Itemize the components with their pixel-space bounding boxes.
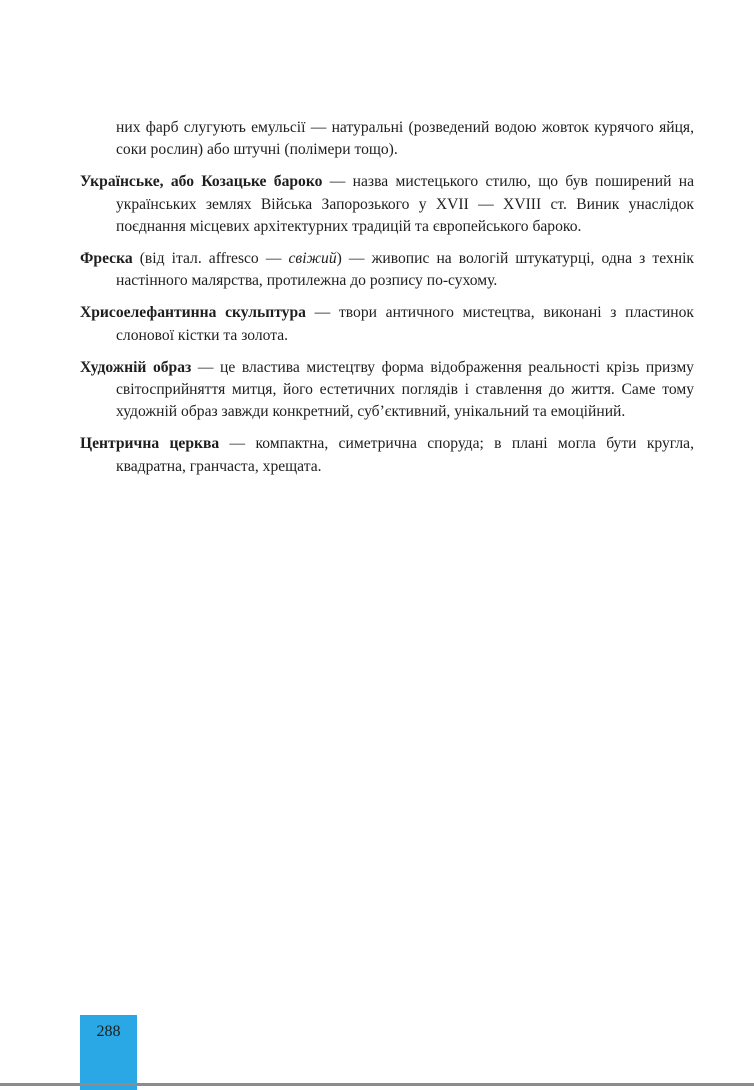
entry-term: Фреска <box>80 250 133 268</box>
glossary-entry-ukrainian-baroque <box>80 171 694 238</box>
page-number-tab <box>80 1015 137 1090</box>
entry-text: — компактна, симетрична споруда; в плані могла бути кругла, квадратна, гранчаста, хрещата. <box>116 435 694 475</box>
entry-text: — назва мистецького стилю, що був поширений на українських землях Війська Запорозького у XVII — XVIII ст. Виник унаслідок поєднання місцевих архітектурних традицій та європейського бароко. <box>116 173 694 235</box>
entry-term: Хрисоелефантинна скульптура <box>80 304 306 322</box>
glossary-entry-artistic-image <box>80 357 694 424</box>
glossary-content <box>80 117 694 488</box>
entry-text: — твори античного мистецтва, виконані з пластинок слонової кістки та золота. <box>116 304 695 344</box>
glossary-entry-fresco <box>80 248 694 292</box>
entry-term: Українське, або Козацьке бароко <box>80 173 323 191</box>
entry-italic-word: свіжий <box>288 250 337 268</box>
glossary-entry-chryselephantine <box>80 302 694 346</box>
entry-text: — це властива мистецтву форма відображення реальності крізь призму світосприйняття митця, його естетичних поглядів і ставлення до життя. Саме тому художній образ завжди конкретний, суб’єктивний, унікальний та емоційний. <box>116 358 694 421</box>
entry-term: Художній образ <box>80 358 192 376</box>
glossary-entry-continuation <box>80 117 694 161</box>
footer-divider <box>0 1083 754 1086</box>
page-number: 288 <box>96 1023 121 1040</box>
entry-text: ) — живопис на вологій штукатурці, одна з технік настінного малярства, протилежна до розпису по-сухому. <box>116 250 694 290</box>
entry-term: Центрична церква <box>80 435 220 453</box>
entry-text-prefix: (від італ. affresco — <box>132 250 289 268</box>
entry-text: них фарб слугують емульсії — натуральні (розведений водою жовток курячого яйця, соки рослин) або штучні (полімери тощо). <box>116 119 694 159</box>
glossary-entry-centric-church <box>80 433 694 477</box>
